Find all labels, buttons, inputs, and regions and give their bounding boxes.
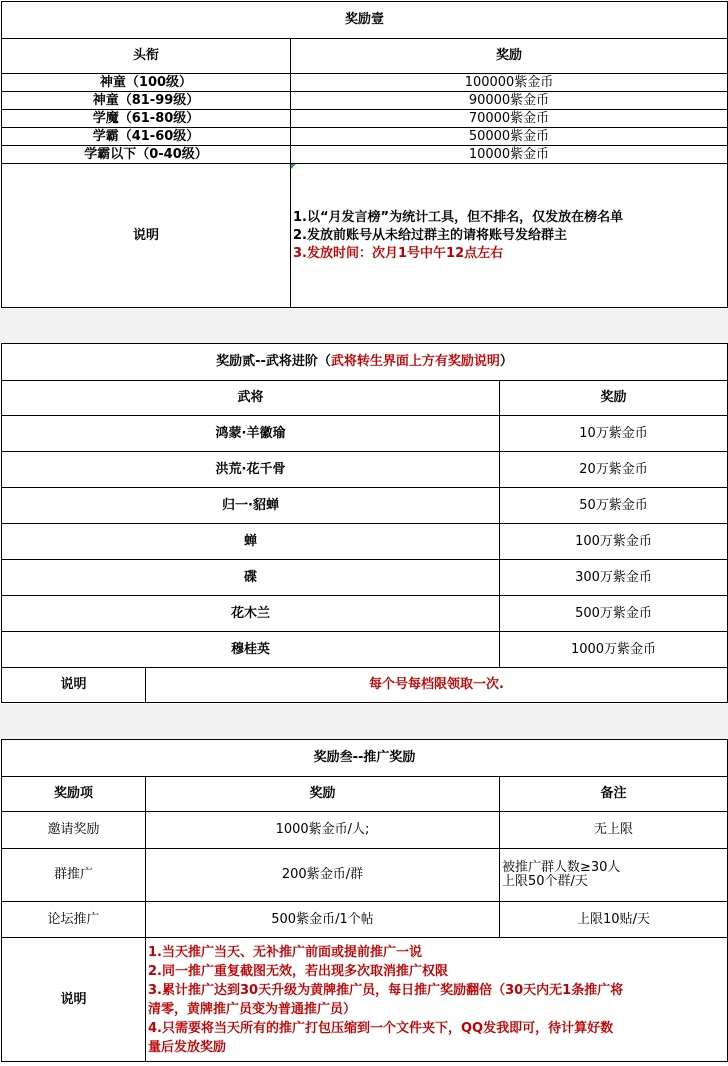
reward-cell: 500万紫金币 xyxy=(500,596,728,632)
general-cell: 鸿蒙·羊徽瑜 xyxy=(2,416,500,452)
reward-table-2 xyxy=(1,343,728,703)
note-line: 3.发放时间：次月1号中午12点左右 xyxy=(293,245,504,261)
section2-title-close: ） xyxy=(499,354,513,370)
section-gap xyxy=(0,704,728,739)
note-content xyxy=(291,164,728,308)
item-cell: 论坛推广 xyxy=(2,902,146,938)
section2-title-red: 武将转生界面上方有奖励说明 xyxy=(330,354,500,370)
rank-cell: 神童（81-99级） xyxy=(2,92,291,110)
remark-cell xyxy=(500,849,728,902)
table-row xyxy=(2,849,728,902)
note-label: 说明 xyxy=(2,668,146,703)
note-line: 清零，黄牌推广员变为普通推广员） xyxy=(148,1001,357,1017)
general-cell: 花木兰 xyxy=(2,596,500,632)
reward-cell: 300万紫金币 xyxy=(500,560,728,596)
header-general: 武将 xyxy=(2,381,500,416)
rank-cell: 神童（100级） xyxy=(2,74,291,92)
reward-cell: 1000紫金币/人; xyxy=(146,812,500,849)
table-row xyxy=(2,596,728,632)
reward-table-3 xyxy=(1,739,728,1062)
reward-cell: 100000紫金币 xyxy=(291,74,728,92)
table-row xyxy=(2,110,728,128)
header-reward: 奖励 xyxy=(291,39,728,74)
table-row xyxy=(2,560,728,596)
reward-cell: 10000紫金币 xyxy=(291,146,728,164)
note-line: 4.只需要将当天所有的推广打包压缩到一个文件夹下，QQ发我即可，待计算好数 xyxy=(148,1020,614,1036)
general-cell: 穆桂英 xyxy=(2,632,500,668)
header-reward-item: 奖励项 xyxy=(2,777,146,812)
reward-cell: 100万紫金币 xyxy=(500,524,728,560)
note-label: 说明 xyxy=(2,164,291,308)
comment-marker-icon xyxy=(291,164,296,169)
reward-cell: 10万紫金币 xyxy=(500,416,728,452)
header-reward: 奖励 xyxy=(146,777,500,812)
reward-cell: 90000紫金币 xyxy=(291,92,728,110)
table-row xyxy=(2,452,728,488)
reward-cell: 50万紫金币 xyxy=(500,488,728,524)
section2-title-text: 奖励贰--武将进阶（ xyxy=(216,354,331,370)
section1-title: 奖励壹 xyxy=(2,2,728,39)
table-row xyxy=(2,632,728,668)
header-reward: 奖励 xyxy=(500,381,728,416)
section3-title: 奖励叁--推广奖励 xyxy=(2,740,728,777)
rank-cell: 学霸（41-60级） xyxy=(2,128,291,146)
table-row xyxy=(2,128,728,146)
general-cell: 蝉 xyxy=(2,524,500,560)
table-row xyxy=(2,488,728,524)
table-row xyxy=(2,812,728,849)
table-row xyxy=(2,92,728,110)
table-row xyxy=(2,416,728,452)
note-label: 说明 xyxy=(2,938,146,1062)
note-line: 1.当天推广当天、无补推广前面或提前推广一说 xyxy=(148,944,422,960)
note-line: 1.以“月发言榜”为统计工具，但不排名，仅发放在榜名单 xyxy=(293,209,624,225)
section2-title xyxy=(2,344,728,381)
reward-cell: 50000紫金币 xyxy=(291,128,728,146)
note-line: 量后发放奖励 xyxy=(148,1039,227,1055)
header-title-rank: 头衔 xyxy=(2,39,291,74)
note-content xyxy=(146,938,728,1062)
table-row xyxy=(2,902,728,938)
rank-cell: 学魔（61-80级） xyxy=(2,110,291,128)
remark-line: 上限50个群/天 xyxy=(502,874,588,889)
rank-cell: 学霸以下（0-40级） xyxy=(2,146,291,164)
note-line: 2.同一推广重复截图无效，若出现多次取消推广权限 xyxy=(148,963,448,979)
reward-cell: 1000万紫金币 xyxy=(500,632,728,668)
note-line: 3.累计推广达到30天升级为黄牌推广员，每日推广奖励翻倍（30天内无1条推广将 xyxy=(148,982,624,998)
section-gap xyxy=(0,309,728,343)
table-row xyxy=(2,146,728,164)
general-cell: 碟 xyxy=(2,560,500,596)
note-content: 每个号每档限领取一次. xyxy=(146,668,728,703)
reward-cell: 500紫金币/1个帖 xyxy=(146,902,500,938)
header-remark: 备注 xyxy=(500,777,728,812)
reward-cell: 20万紫金币 xyxy=(500,452,728,488)
table-row xyxy=(2,74,728,92)
remark-cell: 无上限 xyxy=(500,812,728,849)
table-row xyxy=(2,524,728,560)
reward-cell: 70000紫金币 xyxy=(291,110,728,128)
note-line: 2.发放前账号从未给过群主的请将账号发给群主 xyxy=(293,227,567,243)
reward-table-1 xyxy=(1,1,728,308)
general-cell: 归一·貂蝉 xyxy=(2,488,500,524)
item-cell: 邀请奖励 xyxy=(2,812,146,849)
remark-cell: 上限10贴/天 xyxy=(500,902,728,938)
item-cell: 群推广 xyxy=(2,849,146,902)
remark-line: 被推广群人数≥30人 xyxy=(502,860,621,876)
reward-cell: 200紫金币/群 xyxy=(146,849,500,902)
general-cell: 洪荒·花千骨 xyxy=(2,452,500,488)
